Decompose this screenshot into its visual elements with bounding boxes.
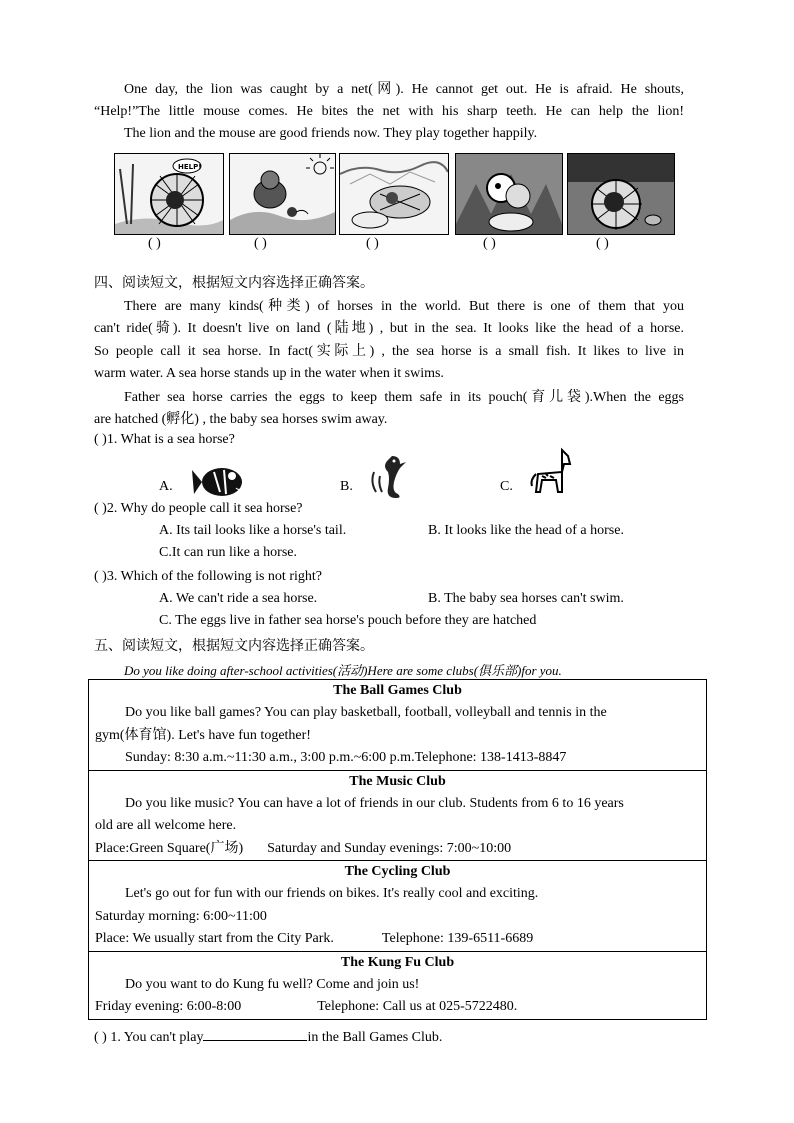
fish-icon [192, 462, 250, 500]
question-5-1-suffix: in the Ball Games Club. [307, 1030, 443, 1045]
sea-horse-p1-line-3: So people call it sea horse. In fact(实际上) , the sea horse is a small fish. It likes to live in [94, 344, 684, 359]
club-description: Let's go out for fun with our friends on bikes. It's really cool and exciting. [125, 886, 539, 901]
sea-horse-p2-line-1: Father sea horse carries the eggs to keep them safe in its pouch(育儿袋).When the eggs [124, 390, 684, 405]
section-5-heading: 五、阅读短文，根据短文内容选择正确答案。 [94, 638, 374, 654]
club-text: Do you like ball games? You can play basketball, football, volleyball and tennis in the [125, 705, 607, 720]
club-title: The Cycling Club [344, 864, 451, 879]
picture-lion-in-net-help [114, 153, 224, 235]
q4-3-option-c[interactable]: C. The eggs live in father sea horse's pouch before they are hatched [159, 613, 537, 628]
club-title: The Kung Fu Club [340, 954, 455, 970]
answer-blank[interactable] [203, 1026, 307, 1041]
club-schedule [95, 928, 700, 951]
club-kung-fu [89, 951, 707, 1019]
question-4-3-stem: ( )3. Which of the following is not right? [94, 569, 322, 584]
sea-horse-p1-line-4: warm water. A sea horse stands up in the water when it swims. [94, 366, 444, 381]
club-title: The Ball Games Club [333, 683, 462, 698]
picture-answer-blank-1[interactable]: ( ) [148, 236, 161, 251]
club-ball-games [89, 680, 707, 771]
q4-2-option-a[interactable]: A. Its tail looks like a horse's tail. [159, 523, 347, 538]
clubs-table [88, 679, 707, 1020]
club-place: Place:Green Square(广场) [95, 840, 244, 856]
story-line-2: “Help!”The little mouse comes. He bites the net with his sharp teeth. He can help the lion! [94, 104, 684, 119]
sea-horse-icon [366, 452, 410, 500]
picture-answer-blank-2[interactable]: ( ) [254, 236, 267, 251]
club-time: Saturday morning: 6:00~11:00 [95, 908, 267, 924]
club-title: The Music Club [349, 773, 446, 789]
club-description: Do you like music? You can have a lot of friends in our club. Students from 6 to 16 years [125, 795, 624, 811]
q4-2-option-b[interactable]: B. It looks like the head of a horse. [428, 523, 624, 538]
question-4-1-stem: ( )1. What is a sea horse? [94, 432, 235, 447]
story-line-3: The lion and the mouse are good friends now. They play together happily. [124, 126, 538, 141]
help-bubble-text: HELP! [178, 163, 202, 171]
club-description: gym(体育馆). Let's have fun together! [95, 727, 311, 743]
picture-lion-and-mouse-friends [567, 153, 675, 235]
picture-lion-free [455, 153, 563, 235]
club-description: old are all welcome here. [95, 818, 237, 833]
club-cycling [89, 861, 707, 952]
club-description: Do you want to do Kung fu well? Come and join us! [125, 976, 420, 992]
club-schedule: Sunday: 8:30 a.m.~11:30 a.m., 3:00 p.m.~6:00 p.m.Telephone: 138-1413-8847 [125, 750, 567, 765]
horse-icon [528, 446, 574, 496]
club-phone: Telephone: Call us at 025-5722480. [317, 999, 518, 1014]
picture-mouse-comes [229, 153, 336, 235]
q4-1-option-a-label[interactable]: A. [159, 479, 173, 494]
picture-answer-blank-5[interactable]: ( ) [596, 236, 609, 251]
question-4-2-stem: ( )2. Why do people call it sea horse? [94, 501, 303, 516]
club-description [95, 702, 700, 725]
q4-2-option-c[interactable]: C.It can run like a horse. [159, 545, 298, 560]
q4-3-option-a[interactable]: A. We can't ride a sea horse. [159, 591, 318, 606]
clubs-intro: Do you like doing after-school activities(活动)Here are some clubs(俱乐部)for you. [124, 663, 562, 678]
section-4-heading: 四、阅读短文，根据短文内容选择正确答案。 [94, 275, 374, 291]
q4-1-option-b-label[interactable]: B. [340, 479, 353, 494]
question-5-1-prefix: ( ) 1. You can't play [94, 1030, 204, 1045]
picture-answer-blank-3[interactable]: ( ) [366, 236, 379, 251]
club-phone: Telephone: 139-6511-6689 [381, 931, 534, 946]
club-time: Friday evening: 6:00-8:00 [95, 999, 242, 1014]
club-schedule [95, 838, 700, 861]
question-5-1 [94, 1026, 442, 1046]
picture-mouse-bites-net [339, 153, 449, 235]
q4-1-option-c-label[interactable]: C. [500, 479, 513, 494]
q4-3-option-b[interactable]: B. The baby sea horses can't swim. [428, 591, 624, 606]
sea-horse-p2-line-2: are hatched (孵化) , the baby sea horses swim away. [94, 412, 388, 427]
picture-answer-blank-4[interactable]: ( ) [483, 236, 496, 251]
club-music [89, 770, 707, 861]
sea-horse-p1-line-1: There are many kinds(种类) of horses in the world. But there is one of them that you [124, 299, 684, 314]
story-line-1: One day, the lion was caught by a net(网). He cannot get out. He is afraid. He shouts, [124, 82, 684, 97]
club-place: Place: We usually start from the City Park. [95, 931, 334, 946]
club-schedule [95, 996, 700, 1019]
sea-horse-p1-line-2: can't ride(骑). It doesn't live on land (陆地) , but in the sea. It looks like the head of a horse. [94, 321, 684, 336]
club-time: Saturday and Sunday evenings: 7:00~10:00 [267, 840, 512, 856]
